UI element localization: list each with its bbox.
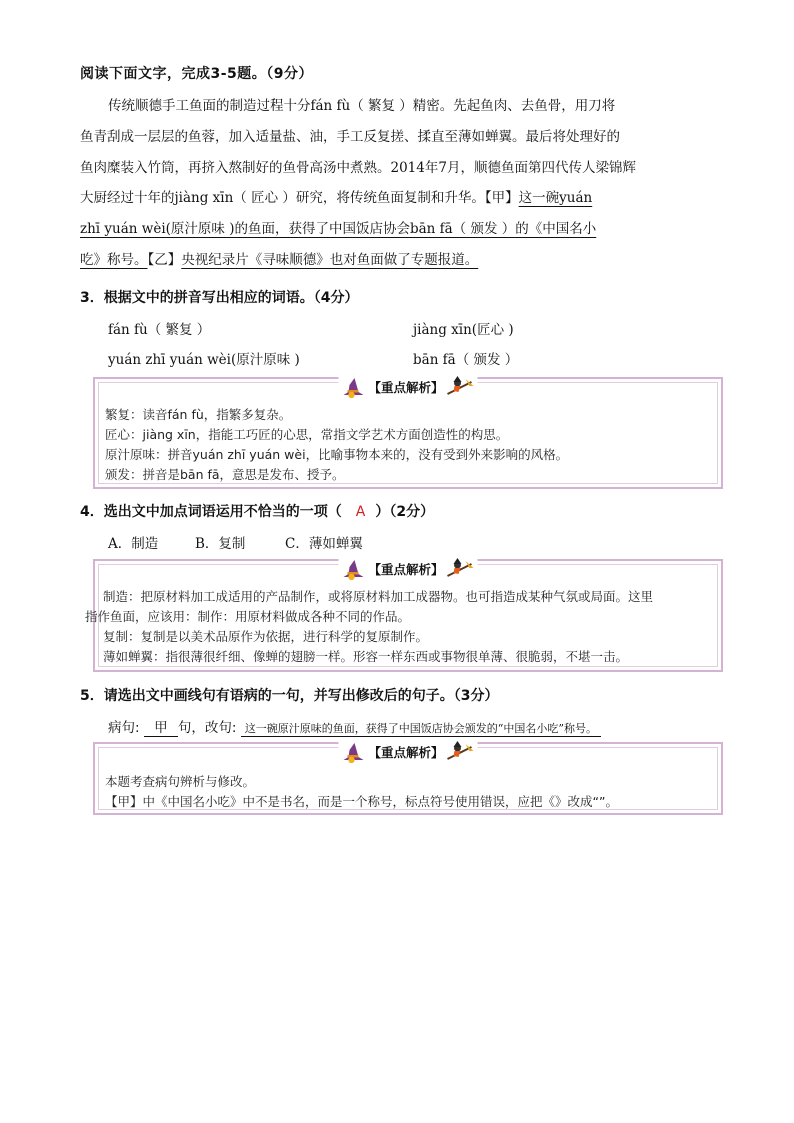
answer-word: fán fù（ 繁复 ） xyxy=(108,322,211,338)
question-3-title: 3．根据文中的拼音写出相应的词语。（4分） xyxy=(80,290,359,306)
reading-heading: 阅读下面文字，完成3-5题。（9分） xyxy=(80,66,314,82)
underlined-sentence-yi: 央视纪录片《寻味顺德》也对鱼面做了专题报道。 xyxy=(181,251,479,268)
question-5-title: 5．请选出文中画线句有语病的一句，并写出修改后的句子。（3分） xyxy=(80,688,499,704)
underlined-sentence-jia: zhī yuán wèi(原汁原味 )的鱼面，获得了中国饭店协会bān fā（ 颁发 ）的《中国名小 xyxy=(80,221,597,238)
answer-label: 病句: xyxy=(108,720,140,736)
passage xyxy=(80,93,720,278)
passage-line xyxy=(80,216,720,247)
analysis-text: 复制：复制是以美术品原作为依据，进行科学的复原制作。 xyxy=(103,629,429,644)
analysis-text: 繁复：读音fán fù，指繁多复杂。 xyxy=(105,407,292,422)
passage-line xyxy=(80,247,720,278)
analysis-text: 指作鱼面，应该用：制作：用原材料做成各种不同的作品。 xyxy=(85,609,411,624)
analysis-text: 颁发：拼音是bān fā，意思是发布、授予。 xyxy=(105,467,345,482)
option-a: A．制造 xyxy=(108,536,159,552)
witch-hat-icon xyxy=(340,376,366,398)
question-4-score: ）（2分） xyxy=(375,504,435,520)
answer-line xyxy=(108,716,601,737)
analysis-label: 【重点解析】 xyxy=(368,745,444,760)
analysis-label: 【重点解析】 xyxy=(368,380,444,395)
passage-text: 大厨经过十年的jiàng xīn（ 匠心 ）研究，将传统鱼面复制和升华。【甲】 xyxy=(80,190,519,207)
analysis-badge xyxy=(338,376,477,398)
analysis-text: 制造：把原材料加工成适用的产品制作，或将原材料加工成器物。也可指造成某种气氛或局面。这里 xyxy=(103,589,654,604)
passage-line: 鱼青刮成一层层的鱼蓉，加入适量盐、油，手工反复搓、揉直至薄如蝉翼。最后将处理好的 xyxy=(80,128,620,145)
analysis-text: 本题考查病句辨析与修改。 xyxy=(105,774,256,789)
passage-line: 传统顺德手工鱼面的制造过程十分fán fù（ 繁复 ）精密。先起鱼肉、去鱼骨，用刀将 xyxy=(108,98,616,114)
analysis-text: 薄如蝉翼：指很薄很纤细、像蝉的翅膀一样。形容一样东西或事物很单薄、很脆弱，不堪一击。 xyxy=(103,649,629,664)
analysis-text: 原汁原味：拼音yuán zhī yuán wèi，比喻事物本来的，没有受到外来影响的风格。 xyxy=(105,447,569,462)
analysis-box xyxy=(93,742,723,815)
answer-word: bān fā（ 颁发 ） xyxy=(413,352,519,368)
option-c: C．薄如蝉翼 xyxy=(285,536,363,552)
witch-hat-icon xyxy=(340,558,366,580)
underlined-sentence-jia: 吃》称号。 xyxy=(80,251,148,268)
analysis-badge xyxy=(338,558,477,580)
witch-hat-icon xyxy=(340,741,366,763)
analysis-badge xyxy=(338,741,477,763)
marker-yi: 【乙】 xyxy=(147,251,182,268)
option-b: B．复制 xyxy=(195,536,246,552)
analysis-label: 【重点解析】 xyxy=(368,562,444,577)
answer-sentence: 这一碗原汁原味的鱼面，获得了中国饭店协会颁发的“中国名小吃”称号。 xyxy=(241,720,601,737)
answer-word: yuán zhī yuán wèi(原汁原味 ) xyxy=(108,352,300,368)
analysis-text: 匠心：jiàng xīn，指能工巧匠的心思，常指文学艺术方面创造性的构思。 xyxy=(105,427,509,442)
underlined-sentence-jia: 这一碗yuán xyxy=(518,190,593,207)
witch-broom-icon xyxy=(446,558,476,580)
analysis-box xyxy=(93,377,723,489)
answer-word: jiàng xīn(匠心 ) xyxy=(413,322,514,338)
witch-broom-icon xyxy=(446,376,476,398)
passage-line: 鱼肉糜装入竹筒，再挤入熬制好的鱼骨高汤中煮熟。2014年7月，顺德鱼面第四代传人梁锦辉 xyxy=(80,159,636,176)
question-4-text: 4．选出文中加点词语运用不恰当的一项（ xyxy=(80,504,342,520)
analysis-box xyxy=(85,559,723,672)
analysis-text: 【甲】中《中国名小吃》中不是书名，而是一个称号，标点符号使用错误，应把《》改成“”。 xyxy=(105,794,618,809)
witch-broom-icon xyxy=(446,741,476,763)
answer-letter: 甲 xyxy=(144,716,178,737)
passage-line xyxy=(80,185,720,216)
question-4-title xyxy=(80,501,434,521)
answer-label: 句，改句: xyxy=(177,720,237,736)
question-4-answer: A xyxy=(355,504,366,520)
